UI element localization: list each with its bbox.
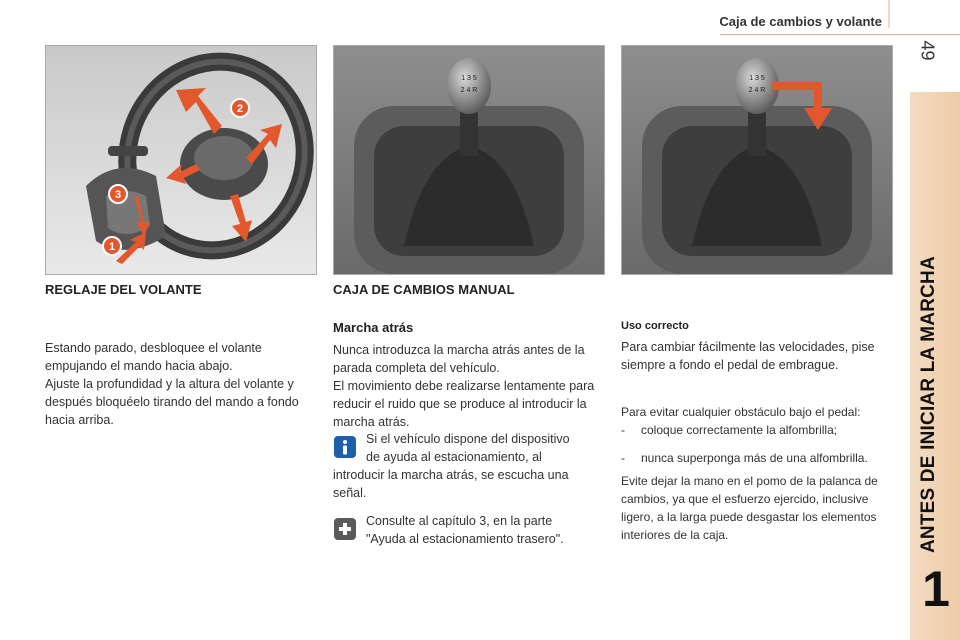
reverse-gear-photo bbox=[621, 45, 893, 275]
info-icon bbox=[334, 436, 356, 458]
steering-wheel-drawing bbox=[46, 46, 316, 274]
svg-text:2 4 R: 2 4 R bbox=[460, 87, 478, 94]
reverse-subtitle: Marcha atrás bbox=[333, 320, 414, 335]
svg-text:1 3 5: 1 3 5 bbox=[461, 75, 477, 82]
steering-paragraph-1: Estando parado, desbloquee el volante empujando el mando hacia abajo. bbox=[45, 341, 262, 373]
pedal-obstacle-section bbox=[621, 403, 891, 467]
correct-use-subtitle: Uso correcto bbox=[621, 320, 689, 332]
reverse-gear-drawing bbox=[622, 46, 892, 274]
plus-note-line-1: Consulte al capítulo 3, en la parte bbox=[366, 514, 553, 528]
gearbox-section-title: CAJA DE CAMBIOS MANUAL bbox=[333, 282, 515, 297]
list-item: - coloque correctamente la alfombrilla; bbox=[621, 423, 838, 437]
reverse-paragraph-2: El movimiento debe realizarse lentamente para reducir el ruido que se produce al introducir la marcha atrás. bbox=[333, 379, 595, 429]
steering-section-title: REGLAJE DEL VOLANTE bbox=[45, 282, 202, 297]
callout-2: 2 bbox=[236, 103, 244, 115]
running-header: Caja de cambios y volante bbox=[719, 14, 882, 29]
svg-text:2 4 R: 2 4 R bbox=[748, 87, 766, 94]
steering-wheel-illustration bbox=[45, 45, 317, 275]
reverse-instructions bbox=[333, 341, 599, 431]
info-note-body: introducir la marcha atrás, se escucha una señal. bbox=[333, 468, 569, 500]
plus-note bbox=[366, 512, 600, 548]
correct-use-paragraph-1: Para cambiar fácilmente las velocidades, pise siempre a fondo el pedal de embrague. bbox=[621, 340, 875, 372]
info-note-head bbox=[366, 430, 600, 466]
chapter-title: ANTES DE INICIAR LA MARCHA bbox=[918, 256, 939, 553]
list-item-text-1: coloque correctamente la alfombrilla; bbox=[641, 423, 838, 437]
gear-lever-photo bbox=[333, 45, 605, 275]
header-tick bbox=[888, 0, 890, 28]
callout-3: 3 bbox=[114, 189, 122, 201]
steering-instructions bbox=[45, 339, 307, 429]
gear-knob-warning: Evite dejar la mano en el pomo de la palanca de cambios, ya que el esfuerzo ejercido, inclusive ligero, a la larga puede desgastar los elementos interiores de la caja. bbox=[621, 474, 878, 542]
info-note-line-2: de ayuda al estacionamiento, al bbox=[366, 450, 542, 464]
svg-text:1 3 5: 1 3 5 bbox=[749, 75, 765, 82]
pedal-obstacle-intro: Para evitar cualquier obstáculo bajo el pedal: bbox=[621, 405, 861, 419]
plus-note-line-2: "Ayuda al estacionamiento trasero". bbox=[366, 532, 564, 546]
callout-1: 1 bbox=[108, 241, 116, 253]
chapter-number: 1 bbox=[922, 561, 950, 617]
info-note-line-1: Si el vehículo dispone del dispositivo bbox=[366, 432, 570, 446]
page-number: 49 bbox=[917, 40, 938, 61]
steering-paragraph-2: Ajuste la profundidad y la altura del volante y después bloquéelo tirando del mando a fondo hacia arriba. bbox=[45, 377, 299, 427]
gear-lever-drawing bbox=[334, 46, 604, 274]
list-item-text-2: nunca superponga más de una alfombrilla. bbox=[641, 451, 868, 465]
list-item: - nunca superponga más de una alfombrilla. bbox=[621, 451, 868, 465]
reverse-paragraph-1: Nunca introduzca la marcha atrás antes de la parada completa del vehículo. bbox=[333, 343, 585, 375]
plus-icon bbox=[334, 518, 356, 540]
